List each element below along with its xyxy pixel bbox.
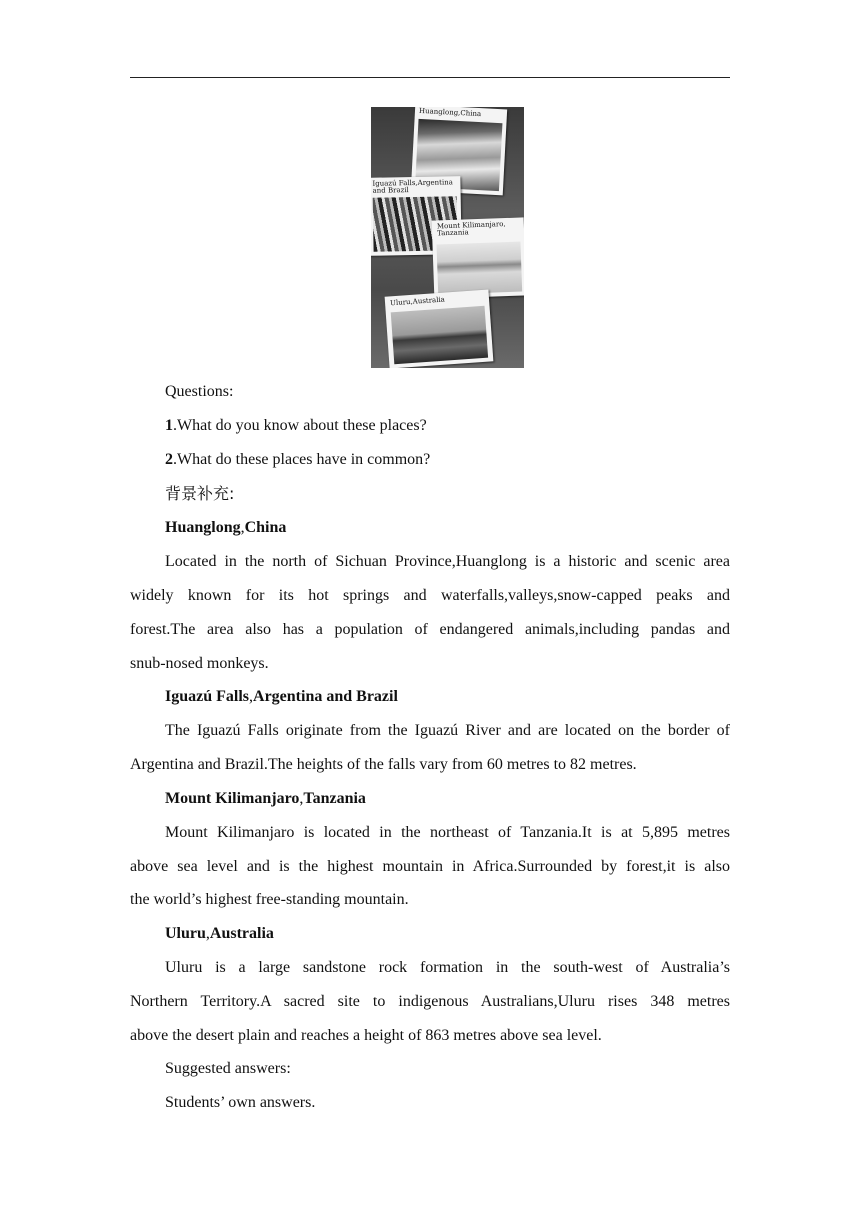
section-title-kilimanjaro: Mount Kilimanjaro,Tanzania [165,790,366,807]
answers-heading: Suggested answers: [165,1060,291,1077]
background-label: 背景补充: [165,484,235,503]
paragraph-line: Mount Kilimanjaro is located in the northeast of Tanzania.It is at 5,895 metres [165,824,730,841]
paragraph-line: Uluru is a large sandstone rock formation in the south-west of Australia’s [165,959,730,976]
places-photo-collage [371,107,524,368]
paragraph-line: forest.The area also has a population of endangered animals,including pandas and [130,621,730,638]
photo-image [391,306,488,364]
question-1 [165,416,730,436]
question-text: .What do you know about these places? [173,417,427,434]
questions-heading: Questions: [165,383,234,400]
question-2 [165,450,730,470]
photo-uluru [385,289,494,368]
paragraph-line: above the desert plain and reaches a height of 863 metres above sea level. [130,1027,602,1044]
photo-caption: Uluru,Australia [389,295,446,308]
answers-text: Students’ own answers. [165,1094,316,1111]
question-number: 2 [165,451,173,468]
paragraph-line: above sea level and is the highest mountain in Africa.Surrounded by forest,it is also [130,858,730,875]
paragraph-line: the world’s highest free-standing mountain. [130,891,409,908]
photo-caption: Iguazú Falls,Argentina and Brazil [372,178,453,195]
paragraph-line: Northern Territory.A sacred site to indigenous Australians,Uluru rises 348 metres [130,993,730,1010]
paragraph-line: Located in the north of Sichuan Province,Huanglong is a historic and scenic area [165,553,730,570]
paragraph-line: snub-nosed monkeys. [130,655,269,672]
photo-caption: Huanglong,China [418,107,482,119]
question-number: 1 [165,417,173,434]
photo-image [437,242,523,295]
photo-kilimanjaro [432,217,524,298]
header-rule [130,77,730,78]
paragraph-line: Argentina and Brazil.The heights of the falls vary from 60 metres to 82 metres. [130,756,637,773]
section-title-iguazu: Iguazú Falls,Argentina and Brazil [165,688,398,705]
photo-caption: Mount Kilimanjaro, Tanzania [436,220,506,238]
paragraph-line: widely known for its hot springs and waterfalls,valleys,snow-capped peaks and [130,587,730,604]
section-title-huanglong: Huanglong,China [165,519,287,536]
paragraph-line: The Iguazú Falls originate from the Iguazú River and are located on the border of [165,722,730,739]
section-title-uluru: Uluru,Australia [165,925,274,942]
question-text: .What do these places have in common? [173,451,431,468]
